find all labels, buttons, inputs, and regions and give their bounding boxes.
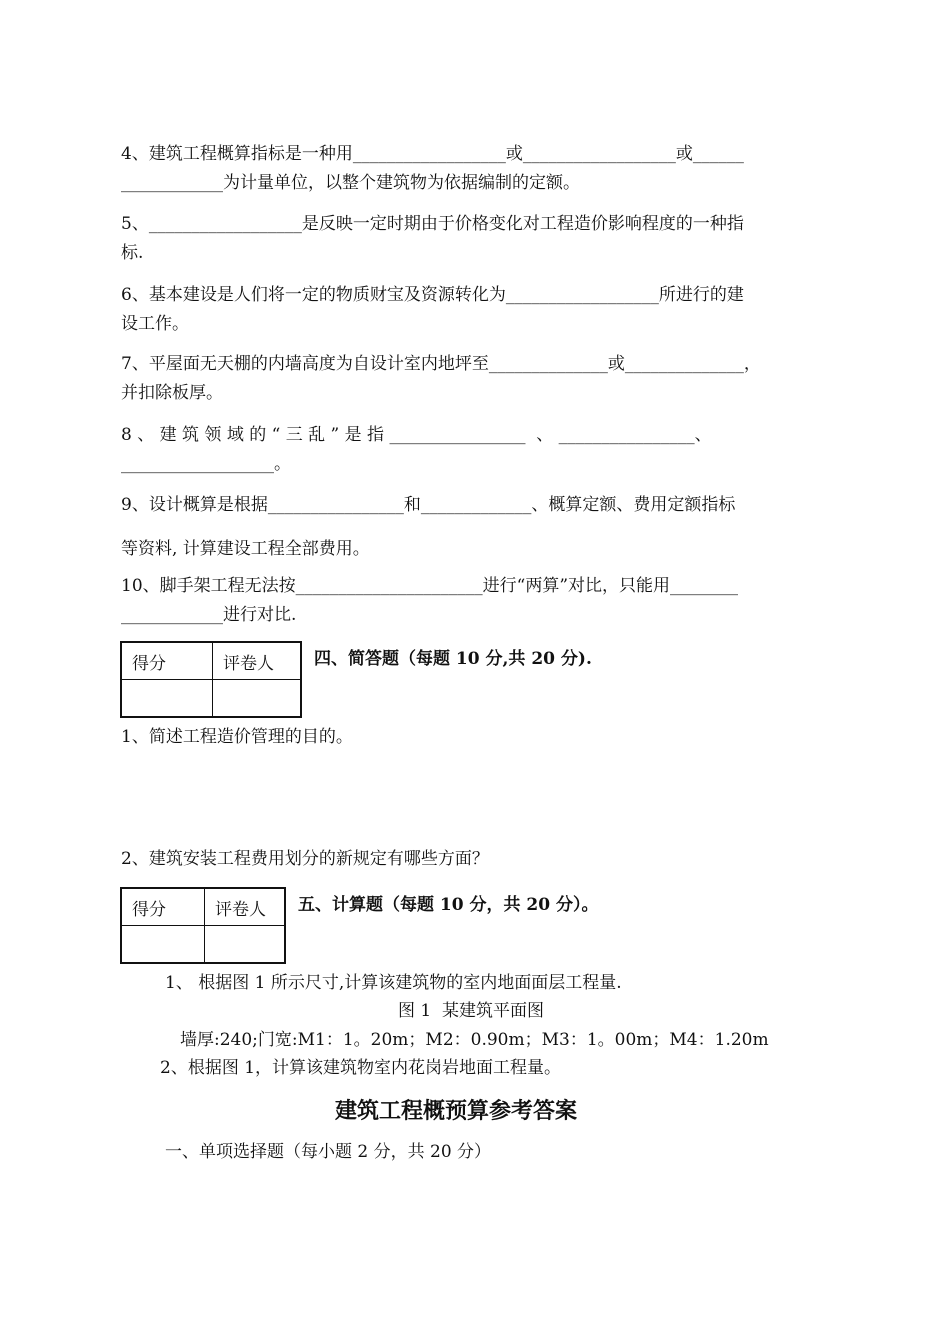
score-label: 得分: [121, 888, 205, 926]
section-4-score-table: [120, 641, 302, 718]
question-9-line-2: 等资料, 计算建设工程全部费用。: [121, 539, 370, 559]
question-6-line-2: 设工作。: [121, 314, 189, 334]
figure-caption: 图 1 某建筑平面图: [398, 1001, 545, 1021]
score-cell[interactable]: [121, 926, 205, 964]
section-5-question-2: 2、根据图 1，计算该建筑物室内花岗岩地面工程量。: [160, 1058, 562, 1078]
question-7-line-2: 并扣除板厚。: [121, 383, 223, 403]
question-4-line-1: 4、建筑工程概算指标是一种用__________________或__________________或______: [121, 144, 744, 164]
figure-note: 墙厚:240;门宽:M1：1。20m；M2：0.90m；M3：1。00m；M4：1.20m: [180, 1030, 769, 1050]
question-10-line-1: 10、脚手架工程无法按______________________进行“两算”对比，只能用________: [121, 576, 739, 596]
grader-label: 评卷人: [205, 888, 286, 926]
grader-label: 评卷人: [213, 642, 302, 680]
question-5-line-2: 标.: [121, 243, 144, 263]
section-4-title: 四、简答题（每题 10 分,共 20 分).: [314, 649, 592, 669]
section-5-question-1: 1、 根据图 1 所示尺寸,计算该建筑物的室内地面面层工程量.: [165, 973, 622, 993]
question-9-line-1: 9、设计概算是根据________________和_____________、概算定额、费用定额指标: [121, 495, 736, 515]
answers-section-1: 一、单项选择题（每小题 2 分，共 20 分）: [165, 1142, 492, 1162]
score-label: 得分: [121, 642, 213, 680]
section-5-title: 五、计算题（每题 10 分，共 20 分）。: [298, 895, 599, 915]
question-10-line-2: ____________进行对比.: [121, 605, 297, 625]
question-8-line-2: __________________。: [121, 454, 291, 474]
score-cell[interactable]: [121, 680, 213, 718]
section-5-score-table: [120, 887, 286, 964]
grader-cell[interactable]: [213, 680, 302, 718]
answers-title: 建筑工程概预算参考答案: [335, 1098, 578, 1124]
question-8-line-1: 8 、 建 筑 领 域 的 “ 三 乱 ” 是 指 ________________ 、 ________________、: [121, 425, 712, 445]
question-4-line-2: ____________为计量单位，以整个建筑物为依据编制的定额。: [121, 173, 580, 193]
question-7-line-1: 7、平屋面无天棚的内墙高度为自设计室内地坪至______________或______________，: [121, 354, 761, 374]
section-4-question-1: 1、简述工程造价管理的目的。: [121, 727, 353, 747]
section-4-question-2: 2、建筑安装工程费用划分的新规定有哪些方面？: [121, 849, 489, 869]
grader-cell[interactable]: [205, 926, 286, 964]
question-6-line-1: 6、基本建设是人们将一定的物质财宝及资源转化为__________________所进行的建: [121, 285, 744, 305]
question-5-line-1: 5、__________________是反映一定时期由于价格变化对工程造价影响程度的一种指: [121, 214, 744, 234]
